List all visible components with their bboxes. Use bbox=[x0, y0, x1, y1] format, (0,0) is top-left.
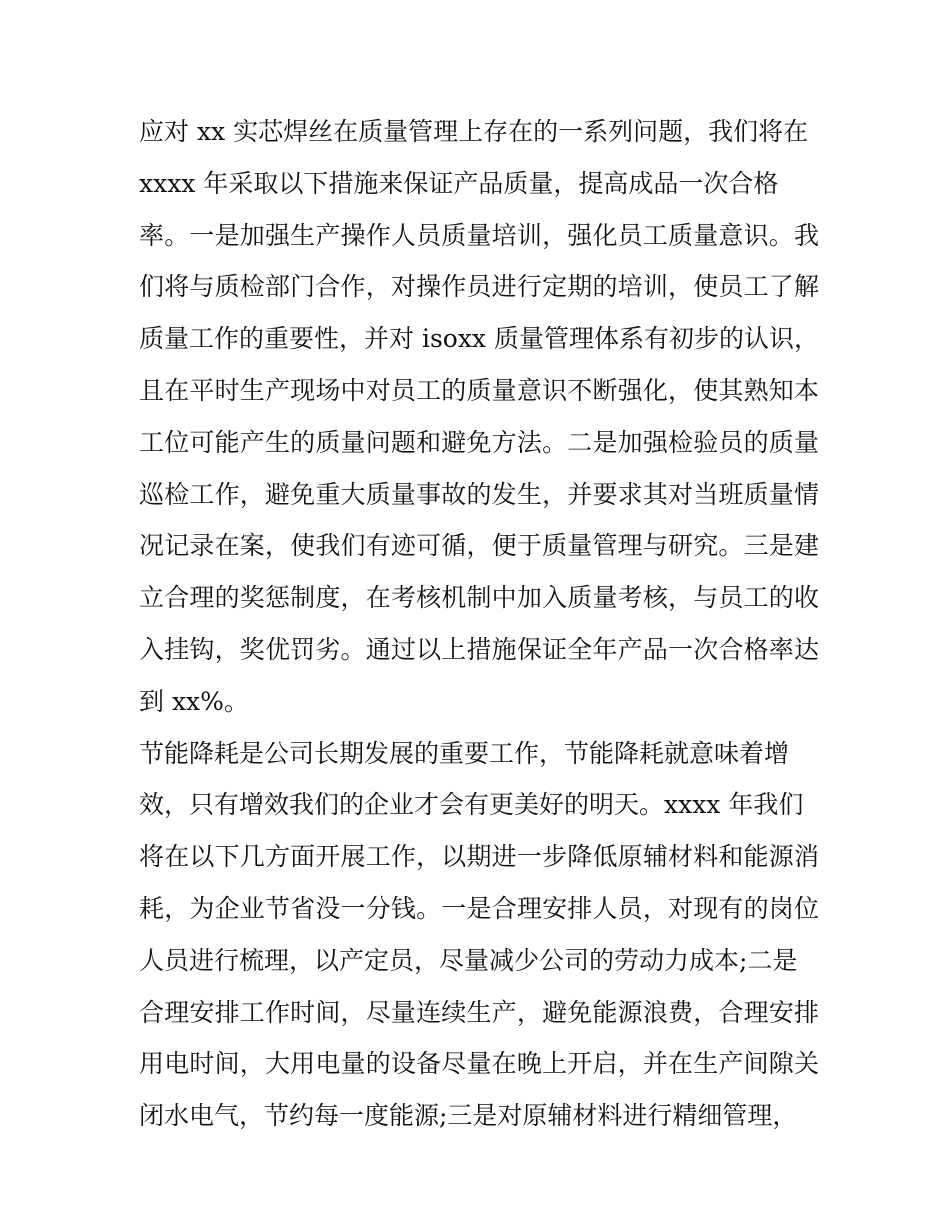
text-line: 到 xx%。 bbox=[139, 686, 249, 716]
text-line: 闭水电气，节约每一度能源;三是对原辅材料进行精细管理， bbox=[139, 1101, 798, 1131]
text-line: 用电时间，大用电量的设备尽量在晚上开启，并在生产间隙关 bbox=[139, 1049, 819, 1079]
text-line: 节能降耗是公司长期发展的重要工作，节能降耗就意味着增 bbox=[139, 738, 790, 768]
text-line: 工位可能产生的质量问题和避免方法。二是加强检验员的质量 bbox=[139, 427, 819, 457]
text-line: 入挂钩，奖优罚劣。通过以上措施保证全年产品一次合格率达 bbox=[139, 634, 819, 664]
text-line: 立合理的奖惩制度，在考核机制中加入质量考核，与员工的收 bbox=[139, 583, 819, 613]
text-line: 们将与质检部门合作，对操作员进行定期的培训，使员工了解 bbox=[139, 272, 819, 302]
text-line: 质量工作的重要性，并对 isoxx 质量管理体系有初步的认识， bbox=[139, 324, 819, 354]
text-line: 应对 xx 实芯焊丝在质量管理上存在的一系列问题，我们将在 bbox=[139, 117, 809, 146]
text-line: 率。一是加强生产操作人员质量培训，强化员工质量意识。我 bbox=[139, 220, 819, 250]
text-line: 巡检工作，避免重大质量事故的发生，并要求其对当班质量情 bbox=[139, 479, 819, 509]
text-line: 效，只有增效我们的企业才会有更美好的明天。xxxx 年我们 bbox=[139, 790, 804, 820]
paragraph-quality bbox=[139, 106, 819, 728]
text-line: 耗，为企业节省没一分钱。一是合理安排人员，对现有的岗位 bbox=[139, 893, 819, 923]
text-line: 人员进行梳理，以产定员，尽量减少公司的劳动力成本;二是 bbox=[139, 945, 798, 975]
document-body bbox=[139, 106, 819, 1142]
paragraph-energy-saving bbox=[139, 728, 819, 1142]
text-line: 合理安排工作时间，尽量连续生产，避免能源浪费，合理安排 bbox=[139, 997, 819, 1027]
text-line: xxxx 年采取以下措施来保证产品质量，提高成品一次合格 bbox=[139, 168, 779, 198]
text-line: 将在以下几方面开展工作，以期进一步降低原辅材料和能源消 bbox=[139, 842, 819, 872]
text-line: 况记录在案，使我们有迹可循，便于质量管理与研究。三是建 bbox=[139, 531, 819, 561]
text-line: 且在平时生产现场中对员工的质量意识不断强化，使其熟知本 bbox=[139, 375, 819, 405]
